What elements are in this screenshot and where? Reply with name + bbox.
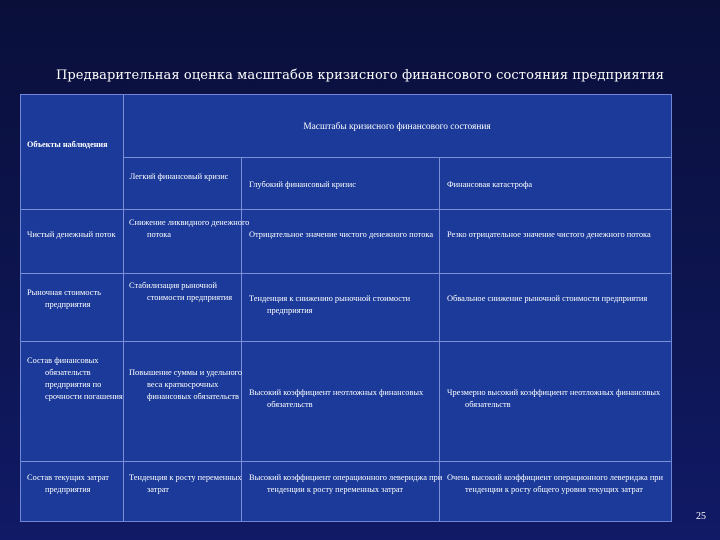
row-light: Повышение суммы и удельного веса краткосрочных финансовых обязательств bbox=[129, 368, 243, 401]
header-divider bbox=[123, 157, 671, 158]
row-divider bbox=[21, 341, 671, 342]
row-object: Состав текущих затрат предприятия bbox=[27, 473, 109, 494]
row-deep: Высокий коэффициент неотложных финансовых обязательств bbox=[249, 388, 424, 409]
column-divider bbox=[439, 157, 440, 521]
row-object: Чистый денежный поток bbox=[27, 230, 116, 239]
column-header-catastrophe: Финансовая катастрофа bbox=[447, 180, 533, 189]
objects-header: Объекты наблюдения bbox=[27, 140, 108, 149]
slide-title: Предварительная оценка масштабов кризисного финансового состояния предприятия bbox=[55, 68, 665, 83]
column-header-light: Легкий финансовый кризис bbox=[129, 172, 229, 181]
row-light: Тенденция к росту переменных затрат bbox=[129, 473, 242, 494]
row-catastrophe: Чрезмерно высокий коэффициент неотложных финансовых обязательств bbox=[447, 388, 661, 409]
row-light: Снижение ликвидного денежного потока bbox=[129, 218, 250, 239]
column-divider bbox=[241, 157, 242, 521]
page-number: 25 bbox=[696, 511, 706, 522]
row-light: Стабилизация рыночной стоимости предприятия bbox=[129, 281, 233, 302]
row-object: Рыночная стоимость предприятия bbox=[27, 288, 101, 309]
crisis-scale-table bbox=[20, 94, 672, 522]
row-object: Состав финансовых обязательств предприятия по срочности погашения bbox=[27, 356, 123, 401]
row-catastrophe: Очень высокий коэффициент операционного левериджа при тенденции к росту общего уровня текущих затрат bbox=[447, 473, 663, 494]
row-deep: Тенденция к снижению рыночной стоимости предприятия bbox=[249, 294, 411, 315]
column-header-deep: Глубокий финансовый кризис bbox=[249, 180, 356, 189]
scale-header: Масштабы кризисного финансового состояния bbox=[303, 122, 491, 132]
row-deep: Отрицательное значение чистого денежного потока bbox=[249, 230, 434, 239]
row-divider bbox=[21, 209, 671, 210]
row-catastrophe: Резко отрицательное значение чистого денежного потока bbox=[447, 230, 651, 239]
row-divider bbox=[21, 461, 671, 462]
row-deep: Высокий коэффициент операционного левериджа при тенденции к росту переменных затрат bbox=[249, 473, 443, 494]
row-catastrophe: Обвальное снижение рыночной стоимости предприятия bbox=[447, 294, 648, 303]
row-divider bbox=[21, 273, 671, 274]
